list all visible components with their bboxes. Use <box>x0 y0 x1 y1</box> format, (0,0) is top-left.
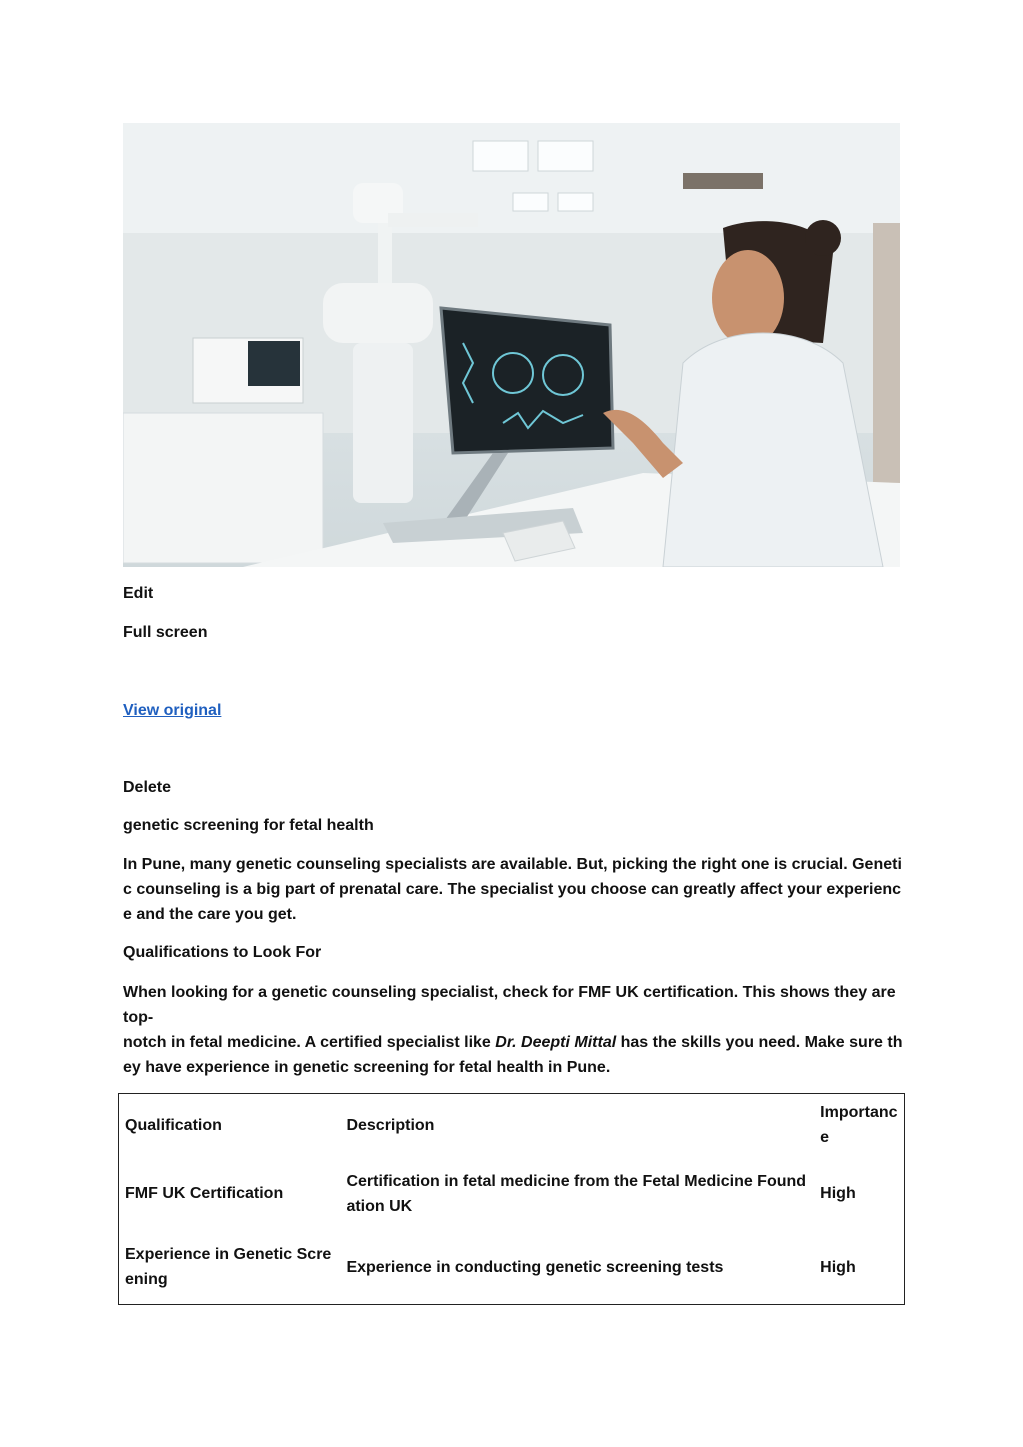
cell-importance: High <box>820 1258 856 1276</box>
body-paragraph <box>123 980 903 1080</box>
qualifications-table <box>118 1093 905 1305</box>
edit-button[interactable]: Edit <box>123 585 154 602</box>
header-qualification: Qualification <box>125 1116 222 1134</box>
cell-qualification: Experience in Genetic Screening <box>125 1246 332 1289</box>
lab-photo <box>123 123 900 567</box>
header-importance: Importance <box>820 1104 898 1147</box>
delete-button[interactable]: Delete <box>123 779 172 796</box>
cell-description: Certification in fetal medicine from the Fetal Medicine Foundation UK <box>346 1172 807 1215</box>
full-screen-button[interactable]: Full screen <box>123 624 208 641</box>
body-text-part1: When looking for a genetic counseling specialist, check for FMF UK certification. This shows they are top- <box>123 984 896 1026</box>
body-text-part2: notch in fetal medicine. A certified specialist like <box>123 1034 496 1051</box>
image-caption: genetic screening for fetal health <box>123 817 374 834</box>
cell-description: Experience in conducting genetic screening tests <box>346 1258 724 1276</box>
table-row <box>119 1157 905 1231</box>
cell-qualification: FMF UK Certification <box>125 1185 284 1202</box>
cell-importance: High <box>820 1185 856 1202</box>
section-heading: Qualifications to Look For <box>123 944 322 961</box>
table-row <box>119 1231 905 1305</box>
header-description: Description <box>346 1116 435 1134</box>
body-text-part3: has the skills you need. Make sure they have experience in genetic screening for fetal health in Pune. <box>123 1034 903 1076</box>
doctor-name: Dr. Deepti Mittal <box>495 1034 617 1051</box>
view-original-link[interactable]: View original <box>123 702 222 719</box>
intro-paragraph: In Pune, many genetic counseling specialists are available. But, picking the right one is crucial. Genetic counseling is a big part of prenatal care. The specialist you choose can greatly affect your experience and the care you get. <box>123 856 902 923</box>
table-header-row <box>119 1094 905 1157</box>
lab-photo-illustration <box>123 123 900 567</box>
